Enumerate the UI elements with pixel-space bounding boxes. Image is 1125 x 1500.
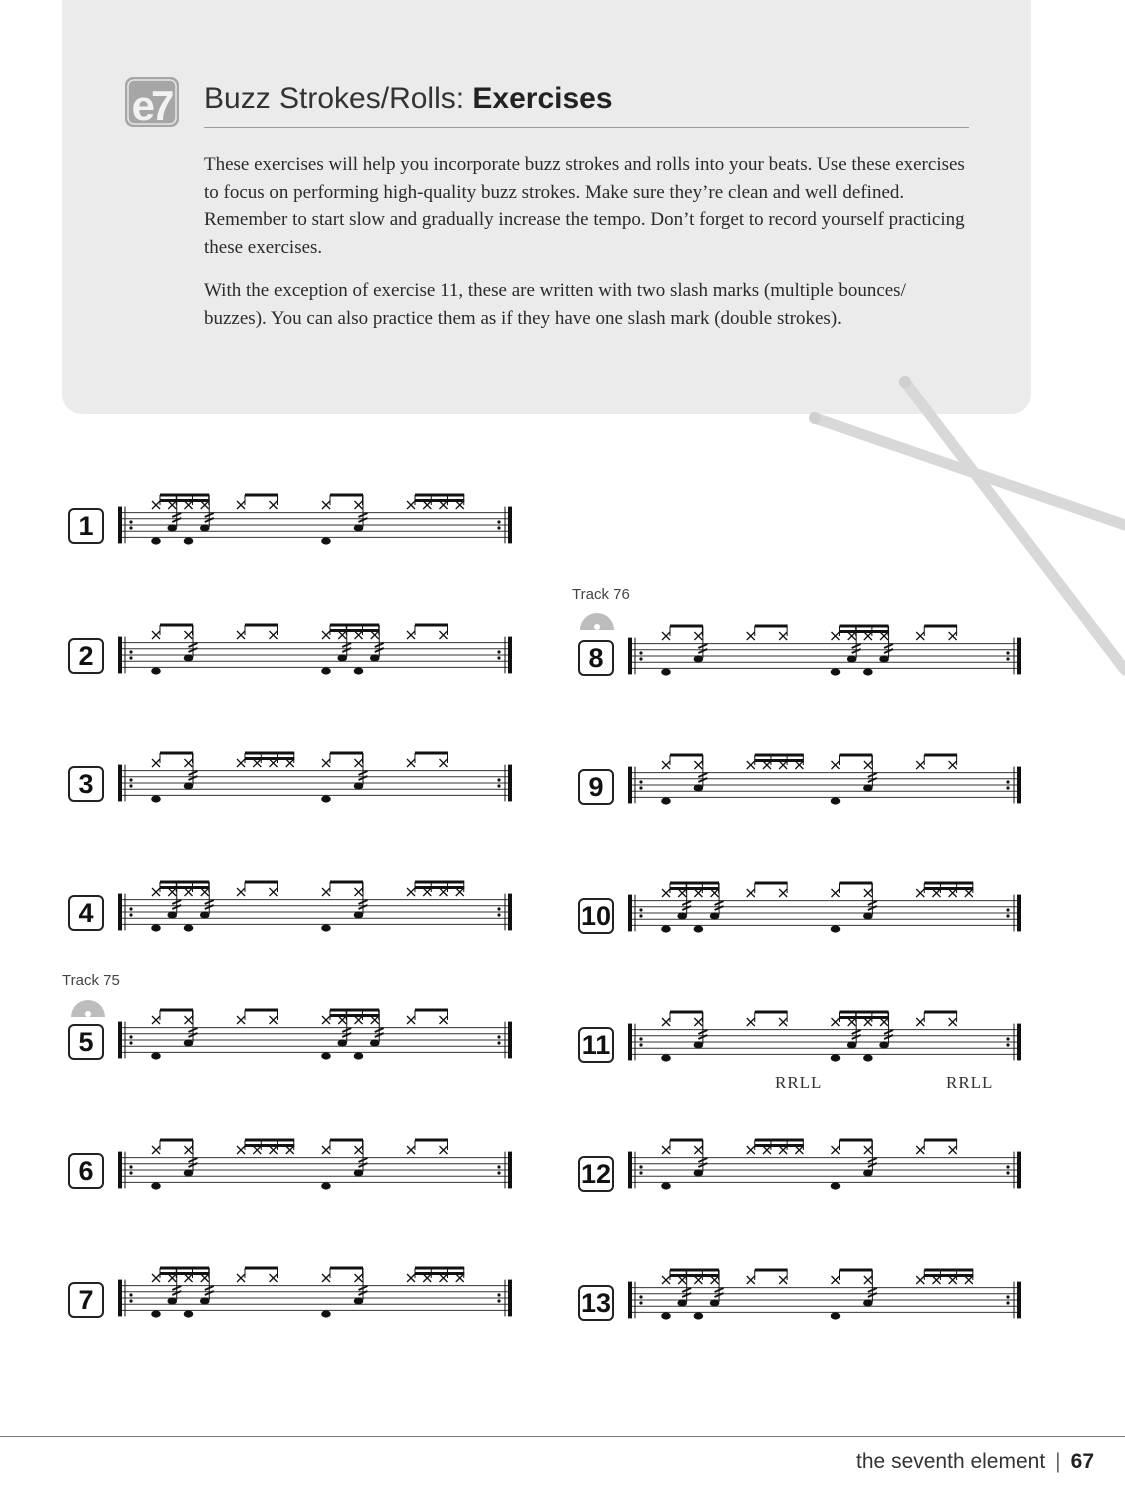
repeat-barline <box>118 1022 122 1059</box>
repeat-dot <box>497 656 500 659</box>
repeat-barline <box>1017 1282 1021 1319</box>
repeat-barline <box>1017 767 1021 804</box>
exercise-number-9: 9 <box>578 769 614 805</box>
snare-note <box>184 1169 194 1176</box>
repeat-dot <box>497 1171 500 1174</box>
note-beam <box>160 1139 193 1142</box>
note-beam <box>330 1267 363 1270</box>
note-beam <box>330 624 379 627</box>
note-beam <box>415 881 464 884</box>
repeat-barline <box>118 765 122 802</box>
repeat-dot <box>639 651 642 654</box>
repeat-dot <box>129 1171 132 1174</box>
bass-drum-note <box>321 537 331 544</box>
bass-drum-note <box>661 1182 671 1189</box>
bass-drum-note <box>354 1052 364 1059</box>
exercise-number-1: 1 <box>68 508 104 544</box>
repeat-dot <box>497 520 500 523</box>
note-beam <box>840 1011 889 1014</box>
note-beam <box>924 1269 973 1272</box>
cd-icon <box>70 997 106 1017</box>
repeat-dot <box>1006 1295 1009 1298</box>
note-beam <box>330 629 379 632</box>
snare-note <box>694 655 704 662</box>
bass-drum-note <box>321 1310 331 1317</box>
bass-drum-note <box>831 668 841 675</box>
note-beam <box>840 1269 873 1272</box>
repeat-dot <box>129 526 132 529</box>
snare-note <box>863 1169 873 1176</box>
repeat-barline <box>118 507 122 544</box>
repeat-barline <box>628 1024 632 1061</box>
note-beam <box>670 1139 703 1142</box>
exercise-number-13: 13 <box>578 1285 614 1321</box>
repeat-barline <box>508 1280 512 1317</box>
repeat-dot <box>129 1035 132 1038</box>
snare-note <box>337 1039 347 1046</box>
snare-note <box>200 1297 210 1304</box>
snare-note <box>863 784 873 791</box>
footer-rule <box>0 1436 1125 1437</box>
repeat-dot <box>497 784 500 787</box>
snare-note <box>354 782 364 789</box>
note-beam <box>755 1139 804 1142</box>
repeat-barline <box>1017 1024 1021 1061</box>
bass-drum-note <box>184 1310 194 1317</box>
snare-note <box>184 782 194 789</box>
note-beam <box>160 881 209 884</box>
note-beam <box>245 624 278 627</box>
note-beam <box>924 1011 957 1014</box>
repeat-barline <box>508 894 512 931</box>
bass-drum-note <box>831 1054 841 1061</box>
footer-separator: | <box>1055 1450 1061 1473</box>
repeat-barline <box>118 1152 122 1189</box>
repeat-dot <box>129 1293 132 1296</box>
repeat-barline <box>508 507 512 544</box>
note-beam <box>670 754 703 757</box>
bass-drum-note <box>151 795 161 802</box>
bass-drum-note <box>321 1052 331 1059</box>
cd-icon <box>579 610 615 630</box>
repeat-dot <box>129 913 132 916</box>
repeat-dot <box>639 914 642 917</box>
note-beam <box>245 494 278 497</box>
repeat-dot <box>497 650 500 653</box>
repeat-dot <box>497 913 500 916</box>
bass-drum-note <box>321 667 331 674</box>
exercise-number-11: 11 <box>578 1027 614 1063</box>
note-beam <box>160 499 209 502</box>
exercise-number-8: 8 <box>578 640 614 676</box>
repeat-dot <box>497 778 500 781</box>
snare-note <box>167 1297 177 1304</box>
note-beam <box>160 1272 209 1275</box>
repeat-barline <box>118 637 122 674</box>
note-beam <box>415 494 464 497</box>
repeat-dot <box>639 1165 642 1168</box>
note-beam <box>245 1009 278 1012</box>
bass-drum-note <box>661 668 671 675</box>
note-beam <box>755 754 804 757</box>
repeat-dot <box>497 1293 500 1296</box>
snare-note <box>694 1041 704 1048</box>
snare-note <box>863 1299 873 1306</box>
intro-paragraph-1: These exercises will help you incorporate buzz strokes and rolls into your beats. Use these exercises to focus on performing high-quality buzz strokes. Make sure they’re clean and well defined. Remember to start slow and gradually increase the tempo. Don’t forget to record yourself practicing these exercises. <box>204 154 965 258</box>
note-beam <box>245 757 294 760</box>
repeat-barline <box>508 765 512 802</box>
footer-book-title: the seventh element <box>856 1450 1046 1473</box>
note-beam <box>924 625 957 628</box>
snare-note <box>694 784 704 791</box>
bass-drum-note <box>151 1182 161 1189</box>
snare-note <box>354 524 364 531</box>
note-beam <box>670 1011 703 1014</box>
heading-prefix: Buzz Strokes/Rolls: <box>204 82 473 115</box>
note-beam <box>160 624 193 627</box>
snare-note <box>863 912 873 919</box>
note-beam <box>160 494 209 497</box>
snare-note <box>167 524 177 531</box>
note-beam <box>924 1274 973 1277</box>
exercise-number-12: 12 <box>578 1156 614 1192</box>
snare-note <box>337 654 347 661</box>
note-beam <box>415 886 464 889</box>
heading-bold: Exercises <box>472 82 613 115</box>
repeat-dot <box>639 780 642 783</box>
repeat-barline <box>118 894 122 931</box>
intro-paragraph-2: With the exception of exercise 11, these are written with two slash marks (multiple bounces/ buzzes). You can also practice them as if they have one slash mark (double strokes). <box>204 280 906 329</box>
bass-drum-note <box>321 1182 331 1189</box>
snare-note <box>677 912 687 919</box>
repeat-dot <box>639 1301 642 1304</box>
bass-drum-note <box>184 537 194 544</box>
bass-drum-note <box>863 668 873 675</box>
repeat-dot <box>129 656 132 659</box>
bass-drum-note <box>661 925 671 932</box>
note-beam <box>755 625 788 628</box>
snare-note <box>354 1169 364 1176</box>
note-beam <box>840 754 873 757</box>
repeat-dot <box>497 907 500 910</box>
repeat-dot <box>1006 780 1009 783</box>
note-beam <box>330 881 363 884</box>
repeat-dot <box>129 778 132 781</box>
bass-drum-note <box>321 795 331 802</box>
repeat-dot <box>129 520 132 523</box>
note-beam <box>415 1009 448 1012</box>
bass-drum-note <box>184 924 194 931</box>
note-beam <box>840 630 889 633</box>
note-beam <box>924 1139 957 1142</box>
repeat-dot <box>1006 657 1009 660</box>
bass-drum-note <box>694 925 704 932</box>
repeat-dot <box>639 786 642 789</box>
repeat-dot <box>497 1299 500 1302</box>
repeat-dot <box>1006 1043 1009 1046</box>
snare-note <box>200 911 210 918</box>
exercise-number-10: 10 <box>578 898 614 934</box>
note-beam <box>670 625 703 628</box>
note-beam <box>330 752 363 755</box>
track-label-75: Track 75 <box>62 972 120 989</box>
bass-drum-note <box>151 1052 161 1059</box>
snare-note <box>879 655 889 662</box>
bass-drum-note <box>151 667 161 674</box>
repeat-barline <box>628 638 632 675</box>
repeat-dot <box>1006 651 1009 654</box>
note-beam <box>160 1267 209 1270</box>
snare-note <box>847 1041 857 1048</box>
note-beam <box>415 752 448 755</box>
repeat-dot <box>639 657 642 660</box>
repeat-barline <box>1017 1152 1021 1189</box>
repeat-barline <box>628 1282 632 1319</box>
snare-note <box>354 911 364 918</box>
note-beam <box>755 1144 804 1147</box>
snare-note <box>370 654 380 661</box>
repeat-dot <box>639 1043 642 1046</box>
repeat-dot <box>129 1299 132 1302</box>
repeat-dot <box>1006 1171 1009 1174</box>
exercise-number-2: 2 <box>68 638 104 674</box>
repeat-dot <box>1006 914 1009 917</box>
repeat-dot <box>129 1165 132 1168</box>
bass-drum-note <box>151 1310 161 1317</box>
note-beam <box>415 1139 448 1142</box>
snare-note <box>847 655 857 662</box>
note-beam <box>924 887 973 890</box>
note-beam <box>755 882 788 885</box>
note-beam <box>755 1011 788 1014</box>
sticking-label: RRLL <box>775 1073 823 1092</box>
note-beam <box>924 754 957 757</box>
note-beam <box>245 1139 294 1142</box>
note-beam <box>755 1269 788 1272</box>
note-beam <box>415 624 448 627</box>
repeat-dot <box>129 1041 132 1044</box>
note-beam <box>330 1139 363 1142</box>
note-beam <box>670 882 719 885</box>
note-beam <box>245 1144 294 1147</box>
repeat-dot <box>497 1035 500 1038</box>
note-beam <box>330 494 363 497</box>
snare-note <box>370 1039 380 1046</box>
bass-drum-note <box>694 1312 704 1319</box>
exercise-number-3: 3 <box>68 766 104 802</box>
bass-drum-note <box>151 537 161 544</box>
bass-drum-note <box>151 924 161 931</box>
page-footer <box>856 1450 1094 1474</box>
snare-note <box>879 1041 889 1048</box>
snare-note <box>710 1299 720 1306</box>
snare-note <box>694 1169 704 1176</box>
snare-note <box>677 1299 687 1306</box>
note-beam <box>755 759 804 762</box>
repeat-dot <box>497 1041 500 1044</box>
note-beam <box>924 882 973 885</box>
note-beam <box>840 1139 873 1142</box>
repeat-barline <box>118 1280 122 1317</box>
bass-drum-note <box>863 1054 873 1061</box>
snare-note <box>354 1297 364 1304</box>
repeat-dot <box>129 907 132 910</box>
note-beam <box>840 882 873 885</box>
repeat-dot <box>1006 1165 1009 1168</box>
repeat-barline <box>1017 638 1021 675</box>
exercise-number-4: 4 <box>68 895 104 931</box>
repeat-dot <box>129 650 132 653</box>
repeat-dot <box>639 1295 642 1298</box>
repeat-dot <box>497 1165 500 1168</box>
note-beam <box>160 752 193 755</box>
snare-note <box>167 911 177 918</box>
repeat-dot <box>129 784 132 787</box>
note-beam <box>245 1267 278 1270</box>
note-beam <box>415 499 464 502</box>
repeat-dot <box>639 1171 642 1174</box>
exercise-number-5: 5 <box>68 1024 104 1060</box>
repeat-dot <box>1006 1301 1009 1304</box>
bass-drum-note <box>831 797 841 804</box>
note-beam <box>840 625 889 628</box>
note-beam <box>670 1269 719 1272</box>
repeat-dot <box>497 526 500 529</box>
snare-note <box>184 1039 194 1046</box>
note-beam <box>245 752 294 755</box>
bass-drum-note <box>661 797 671 804</box>
note-beam <box>670 1274 719 1277</box>
snare-note <box>184 654 194 661</box>
bass-drum-note <box>831 1312 841 1319</box>
svg-text:e7: e7 <box>131 82 171 128</box>
page-number: 67 <box>1070 1450 1094 1473</box>
note-beam <box>160 1009 193 1012</box>
sticking-label: RRLL <box>946 1073 994 1092</box>
snare-note <box>710 912 720 919</box>
repeat-barline <box>508 1022 512 1059</box>
note-beam <box>415 1272 464 1275</box>
note-beam <box>160 886 209 889</box>
repeat-barline <box>508 1152 512 1189</box>
repeat-dot <box>1006 786 1009 789</box>
repeat-dot <box>1006 1037 1009 1040</box>
bass-drum-note <box>661 1054 671 1061</box>
repeat-barline <box>628 767 632 804</box>
note-beam <box>330 1014 379 1017</box>
bass-drum-note <box>831 925 841 932</box>
exercise-number-7: 7 <box>68 1282 104 1318</box>
note-beam <box>840 1016 889 1019</box>
repeat-barline <box>508 637 512 674</box>
snare-note <box>200 524 210 531</box>
bass-drum-note <box>321 924 331 931</box>
note-beam <box>415 1267 464 1270</box>
repeat-dot <box>639 908 642 911</box>
repeat-dot <box>639 1037 642 1040</box>
track-label-76: Track 76 <box>572 586 630 603</box>
note-beam <box>670 887 719 890</box>
repeat-barline <box>628 895 632 932</box>
bass-drum-note <box>661 1312 671 1319</box>
repeat-barline <box>628 1152 632 1189</box>
exercise-number-6: 6 <box>68 1153 104 1189</box>
repeat-dot <box>1006 908 1009 911</box>
repeat-barline <box>1017 895 1021 932</box>
note-beam <box>245 881 278 884</box>
bass-drum-note <box>354 667 364 674</box>
bass-drum-note <box>831 1182 841 1189</box>
note-beam <box>330 1009 379 1012</box>
